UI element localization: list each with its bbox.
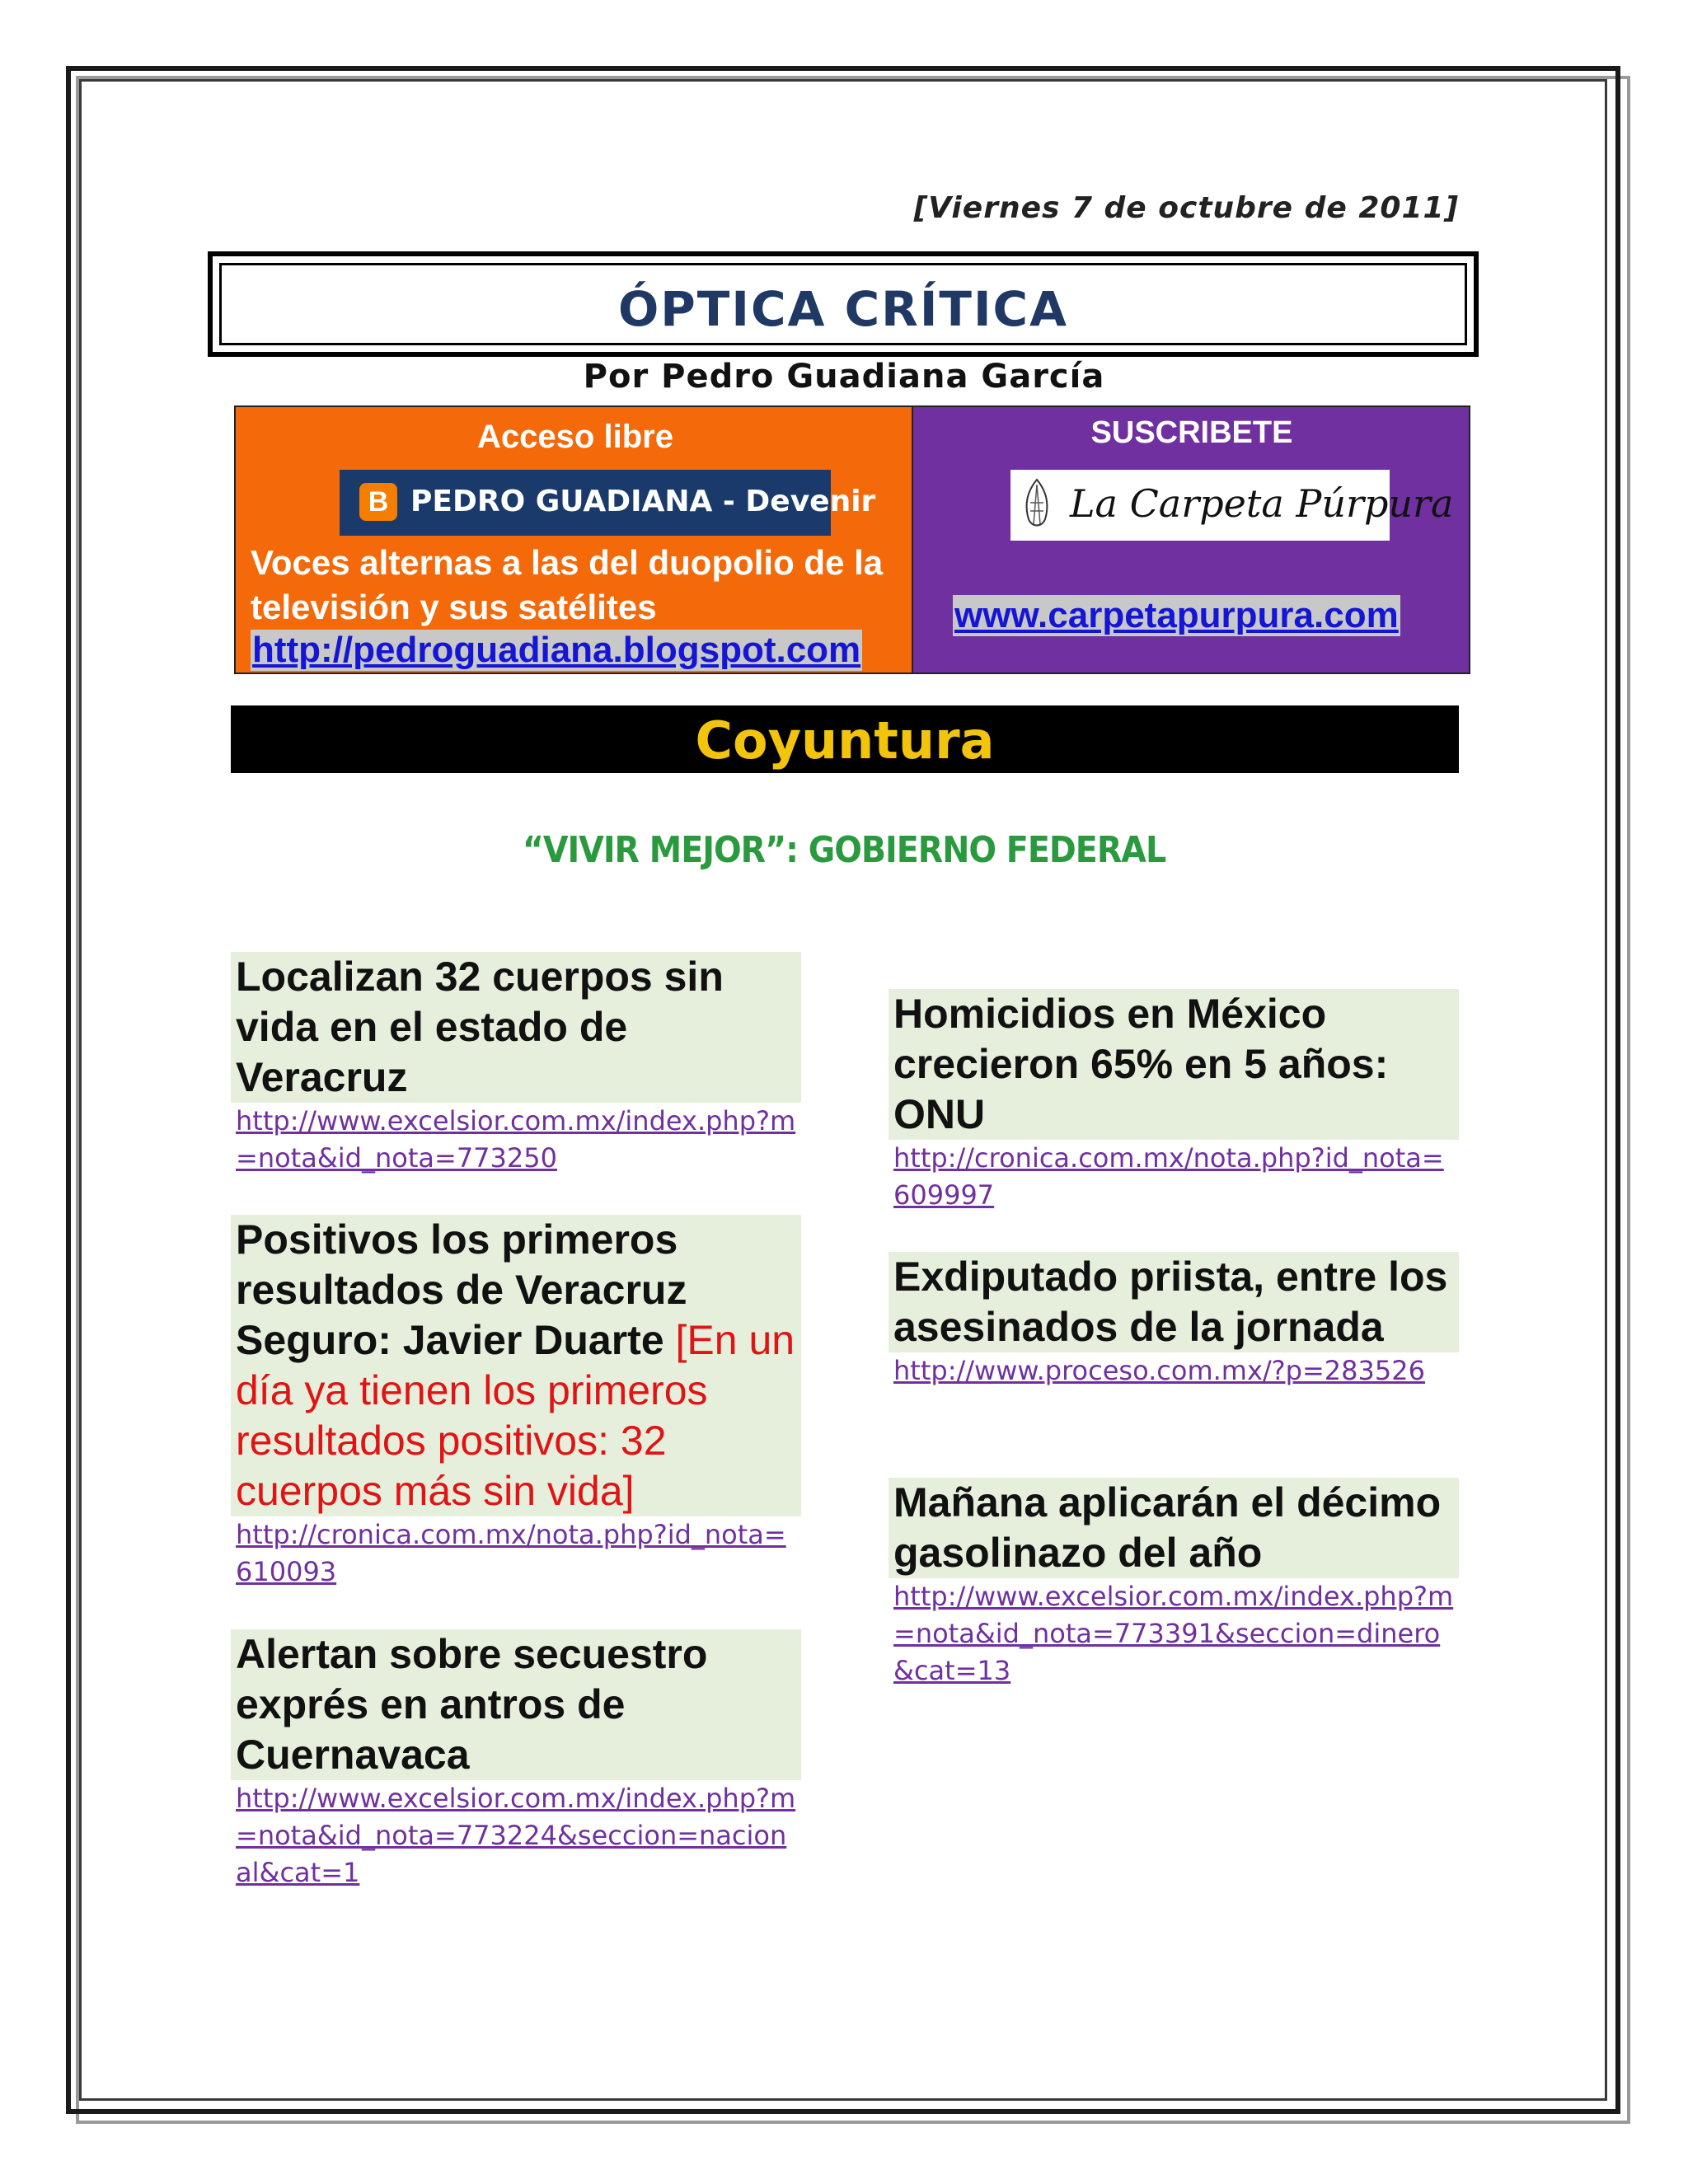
blog-badge-label: PEDRO GUADIANA - Devenir (410, 485, 876, 518)
headline-text: Mañana aplicarán el décimo gasolinazo del año (893, 1479, 1442, 1576)
news-link[interactable]: http://www.excelsior.com.mx/index.php?m=nota&id_nota=773391&seccion=dinero&cat=13 (893, 1581, 1454, 1686)
section-banner (231, 705, 1459, 773)
news-headline (231, 1215, 801, 1516)
news-item-right-3 (889, 1478, 1459, 1690)
headline-text: Exdiputado priista, entre los asesinados de la jornada (893, 1254, 1448, 1350)
news-link[interactable]: http://cronica.com.mx/nota.php?id_nota=610093 (236, 1519, 786, 1587)
section-title: Coyuntura (695, 710, 995, 771)
carpeta-logo-text: La Carpeta Púrpura (1070, 481, 1454, 526)
blog-badge[interactable] (340, 470, 876, 536)
carpeta-purpura-logo[interactable] (1010, 470, 1454, 541)
news-headline (231, 952, 801, 1103)
issue-date: [Viernes 7 de octubre de 2011] (913, 191, 1459, 225)
news-item-left-1 (231, 952, 801, 1177)
news-headline (889, 1478, 1459, 1578)
news-headline (231, 1629, 801, 1780)
headline-text: Alertan sobre secuestro exprés en antros de Cuernavaca (236, 1631, 708, 1778)
masthead-title: ÓPTICA CRÍTICA (617, 281, 1068, 337)
section-subhead: “VIVIR MEJOR”: GOBIERNO FEDERAL (522, 829, 1166, 871)
news-headline (889, 989, 1459, 1140)
blog-tagline: Voces alternas a las del duopolio de la televisión y sus satélites (251, 543, 884, 626)
news-item-right-2 (889, 1252, 1459, 1390)
blog-link[interactable]: http://pedroguadiana.blogspot.com (252, 630, 861, 670)
blogger-icon: B (359, 483, 397, 521)
news-link[interactable]: http://cronica.com.mx/nota.php?id_nota=609997 (893, 1142, 1444, 1211)
headline-editorial-note: [En un día ya tienen los primeros resultados positivos: 32 cuerpos más sin vida] (236, 1317, 795, 1514)
news-link[interactable]: http://www.excelsior.com.mx/index.php?m=nota&id_nota=773250 (236, 1105, 796, 1174)
carpeta-link[interactable]: www.carpetapurpura.com (954, 595, 1399, 635)
news-headline (889, 1252, 1459, 1352)
headline-text: Positivos los primeros resultados de Veracruz Seguro: Javier Duarte (236, 1216, 687, 1363)
subscribe-panel (913, 405, 1470, 674)
news-item-right-1 (889, 989, 1459, 1214)
shell-icon (1020, 478, 1053, 532)
free-access-heading: Acceso libre (477, 419, 673, 455)
news-link[interactable]: http://www.excelsior.com.mx/index.php?m=nota&id_nota=773224&seccion=nacional&cat=1 (236, 1783, 796, 1888)
author-byline: Por Pedro Guadiana García (583, 358, 1105, 396)
news-item-left-2 (231, 1215, 801, 1591)
news-link[interactable]: http://www.proceso.com.mx/?p=283526 (893, 1355, 1425, 1386)
free-access-panel (234, 405, 913, 674)
masthead-box (208, 251, 1479, 357)
headline-text: Homicidios en México crecieron 65% en 5 años: ONU (893, 991, 1389, 1137)
headline-text: Localizan 32 cuerpos sin vida en el estado de Veracruz (236, 954, 724, 1100)
news-item-left-3 (231, 1629, 801, 1891)
subscribe-heading: SUSCRIBETE (1090, 415, 1293, 450)
